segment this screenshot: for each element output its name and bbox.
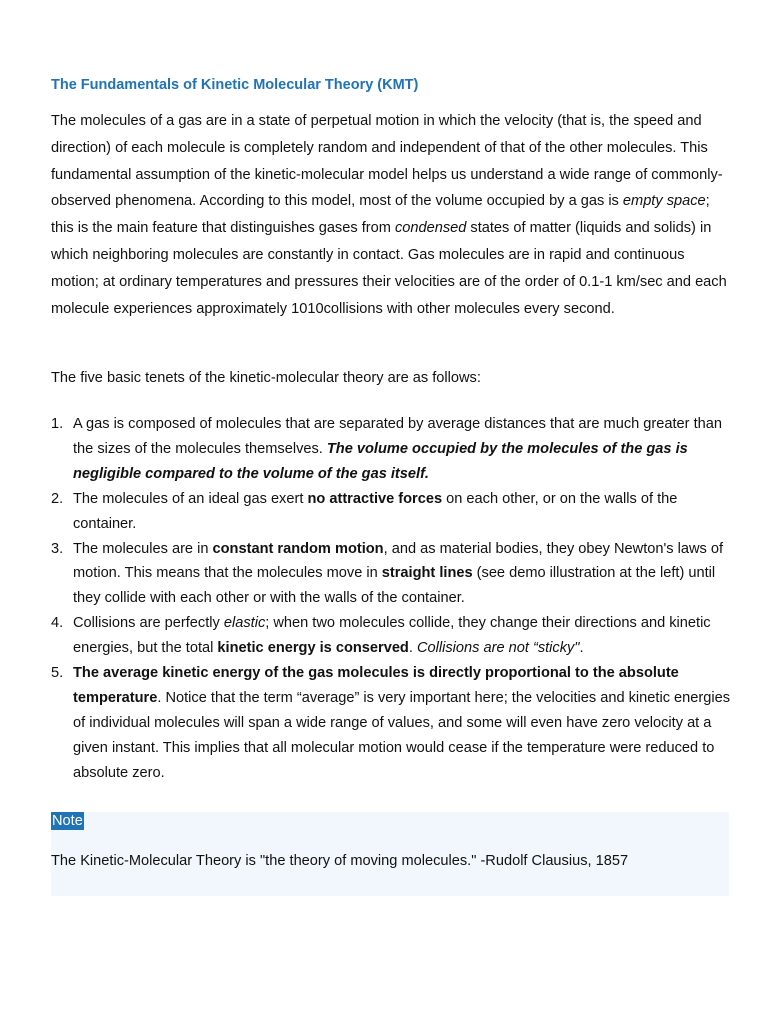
tenet-text: The molecules of an ideal gas exert: [73, 490, 308, 507]
tenet-text: ; when two molecules collide, they change their directions and kinetic energies, but the total: [73, 615, 711, 657]
intro-text-2: ; this is the main feature that distinguishes gases from: [51, 193, 710, 237]
tenet-bold: straight lines: [381, 565, 473, 582]
tenet-bold: The average kinetic energy of the gas molecules is directly proportional to the absolute temperature: [73, 665, 679, 706]
tenet-bold: kinetic energy is conserved: [217, 640, 409, 657]
tenet-text: on each other, or on the walls of the container.: [73, 490, 678, 532]
intro-emphasis-empty-space: empty space: [622, 193, 706, 210]
tenet-text: , and as material bodies, they obey Newton's laws of motion. This means that the molecules move in: [73, 540, 724, 582]
tenet-emphasis: Collisions are not “sticky": [416, 640, 580, 657]
tenet-bold: no attractive forces: [307, 490, 443, 507]
tenet-item: [51, 487, 731, 537]
intro-text-1: The molecules of a gas are in a state of perpetual motion in which the velocity (that is, the speed and direction) of each molecule is completely random and independent of that of the other molecules. This fundamental assumption of the kinetic-molecular model helps us understand a wide range of commonly-observed phenomena. According to this model, most of the volume occupied by a gas is: [51, 113, 723, 210]
tenet-text: Collisions are perfectly: [73, 615, 224, 632]
intro-paragraph: [51, 108, 731, 322]
tenet-number: 2.: [51, 490, 64, 507]
tenet-text: .: [579, 640, 584, 657]
tenet-text: A gas is composed of molecules that are separated by average distances that are much greater than the sizes of the molecules themselves.: [73, 416, 722, 457]
tenet-text: (see demo illustration at the left) until they collide with each other or with the walls of the container.: [73, 565, 716, 607]
tenet-number: 4.: [51, 615, 64, 632]
tenet-bold-italic: The volume occupied by the molecules of the gas is negligible compared to the volume of the gas itself.: [73, 440, 688, 482]
note-quote: The Kinetic-Molecular Theory is "the theory of moving molecules." -Rudolf Clausius, 1857: [51, 853, 629, 869]
article-title: The Fundamentals of Kinetic Molecular Theory (KMT): [51, 77, 419, 93]
tenet-number: 3.: [51, 540, 64, 557]
tenet-item: [51, 661, 731, 786]
intro-text-3: states of matter (liquids and solids) in which neighboring molecules are constantly in contact. Gas molecules are in rapid and continuous motion; at ordinary temperatures and pressures their velocities are of the order of 0.1-1 km/sec and each molecule experiences approximately 1010collisions with other molecules every second.: [51, 220, 727, 317]
tenet-text: The molecules are in: [73, 540, 213, 557]
tenet-bold: constant random motion: [212, 540, 384, 557]
tenet-emphasis: elastic: [223, 615, 266, 632]
tenets-intro: The five basic tenets of the kinetic-molecular theory are as follows:: [51, 370, 481, 386]
note-box: [51, 812, 729, 896]
tenet-item: [51, 611, 731, 661]
note-label: Note: [52, 813, 83, 829]
intro-emphasis-condensed: condensed: [394, 220, 467, 237]
tenet-item: [51, 537, 731, 612]
tenet-number: 1.: [51, 416, 64, 432]
tenet-text: .: [408, 640, 417, 657]
tenet-number: 5.: [51, 665, 64, 682]
tenet-text: . Notice that the term “average” is very important here; the velocities and kinetic energies of individual molecules will span a wide range of values, and some will even have zero velocity at a given instant. This implies that all molecular motion would cease if the temperature were reduced to absolute zero.: [73, 689, 731, 781]
tenet-item: [51, 412, 731, 487]
tenets-list: [51, 412, 731, 786]
